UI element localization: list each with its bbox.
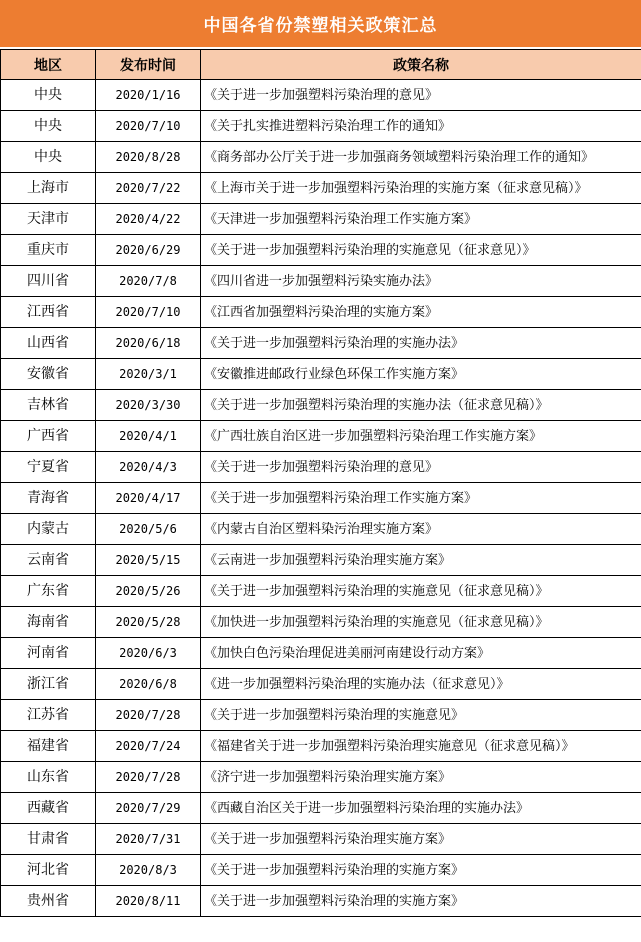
cell-policy-name: 《关于扎实推进塑料污染治理工作的通知》 bbox=[201, 111, 641, 142]
table-row bbox=[1, 824, 641, 855]
table-row bbox=[1, 576, 641, 607]
cell-policy-name: 《关于进一步加强塑料污染治理的实施办法（征求意见稿）》 bbox=[201, 390, 641, 421]
table-row bbox=[1, 266, 641, 297]
cell-policy-name: 《关于进一步加强塑料污染治理工作实施方案》 bbox=[201, 483, 641, 514]
table-title: 中国各省份禁塑相关政策汇总 bbox=[0, 0, 641, 47]
cell-date: 2020/1/16 bbox=[96, 80, 201, 111]
header-row bbox=[1, 50, 641, 80]
cell-region: 贵州省 bbox=[1, 886, 96, 917]
table-row bbox=[1, 204, 641, 235]
cell-date: 2020/8/28 bbox=[96, 142, 201, 173]
cell-date: 2020/7/8 bbox=[96, 266, 201, 297]
cell-region: 上海市 bbox=[1, 173, 96, 204]
cell-region: 江苏省 bbox=[1, 700, 96, 731]
header-region: 地区 bbox=[1, 50, 96, 80]
cell-policy-name: 《加快白色污染治理促进美丽河南建设行动方案》 bbox=[201, 638, 641, 669]
table-row bbox=[1, 173, 641, 204]
cell-policy-name: 《关于进一步加强塑料污染治理的实施方案》 bbox=[201, 855, 641, 886]
cell-date: 2020/4/1 bbox=[96, 421, 201, 452]
cell-policy-name: 《西藏自治区关于进一步加强塑料污染治理的实施办法》 bbox=[201, 793, 641, 824]
cell-date: 2020/5/6 bbox=[96, 514, 201, 545]
cell-policy-name: 《进一步加强塑料污染治理的实施办法（征求意见）》 bbox=[201, 669, 641, 700]
cell-policy-name: 《内蒙古自治区塑料染污治理实施方案》 bbox=[201, 514, 641, 545]
cell-date: 2020/7/10 bbox=[96, 297, 201, 328]
cell-policy-name: 《关于进一步加强塑料污染治理的意见》 bbox=[201, 80, 641, 111]
cell-date: 2020/3/1 bbox=[96, 359, 201, 390]
cell-policy-name: 《四川省进一步加强塑料污染实施办法》 bbox=[201, 266, 641, 297]
cell-region: 河北省 bbox=[1, 855, 96, 886]
cell-policy-name: 《关于进一步加强塑料污染治理的实施方案》 bbox=[201, 886, 641, 917]
cell-region: 广东省 bbox=[1, 576, 96, 607]
cell-region: 云南省 bbox=[1, 545, 96, 576]
cell-policy-name: 《关于进一步加强塑料污染治理的意见》 bbox=[201, 452, 641, 483]
table-row bbox=[1, 80, 641, 111]
cell-region: 甘肃省 bbox=[1, 824, 96, 855]
table-row bbox=[1, 793, 641, 824]
cell-region: 广西省 bbox=[1, 421, 96, 452]
cell-date: 2020/4/3 bbox=[96, 452, 201, 483]
cell-policy-name: 《加快进一步加强塑料污染治理的实施意见（征求意见稿）》 bbox=[201, 607, 641, 638]
cell-date: 2020/6/18 bbox=[96, 328, 201, 359]
cell-region: 福建省 bbox=[1, 731, 96, 762]
header-date: 发布时间 bbox=[96, 50, 201, 80]
table-row bbox=[1, 762, 641, 793]
cell-date: 2020/7/28 bbox=[96, 762, 201, 793]
cell-region: 内蒙古 bbox=[1, 514, 96, 545]
table-row bbox=[1, 514, 641, 545]
table-row bbox=[1, 142, 641, 173]
table-row bbox=[1, 328, 641, 359]
cell-region: 山东省 bbox=[1, 762, 96, 793]
table-row bbox=[1, 638, 641, 669]
cell-date: 2020/7/10 bbox=[96, 111, 201, 142]
cell-policy-name: 《福建省关于进一步加强塑料污染治理实施意见（征求意见稿）》 bbox=[201, 731, 641, 762]
table-row bbox=[1, 297, 641, 328]
cell-date: 2020/7/24 bbox=[96, 731, 201, 762]
table-row bbox=[1, 390, 641, 421]
table-body bbox=[1, 80, 641, 917]
cell-region: 宁夏省 bbox=[1, 452, 96, 483]
cell-policy-name: 《安徽推进邮政行业绿色环保工作实施方案》 bbox=[201, 359, 641, 390]
cell-region: 江西省 bbox=[1, 297, 96, 328]
cell-region: 中央 bbox=[1, 142, 96, 173]
cell-region: 重庆市 bbox=[1, 235, 96, 266]
table-row bbox=[1, 483, 641, 514]
cell-date: 2020/7/31 bbox=[96, 824, 201, 855]
cell-region: 青海省 bbox=[1, 483, 96, 514]
cell-region: 河南省 bbox=[1, 638, 96, 669]
cell-policy-name: 《广西壮族自治区进一步加强塑料污染治理工作实施方案》 bbox=[201, 421, 641, 452]
table-row bbox=[1, 545, 641, 576]
cell-date: 2020/7/28 bbox=[96, 700, 201, 731]
header-policy-name: 政策名称 bbox=[201, 50, 641, 80]
cell-region: 吉林省 bbox=[1, 390, 96, 421]
table-row bbox=[1, 111, 641, 142]
table-row bbox=[1, 855, 641, 886]
table-row bbox=[1, 700, 641, 731]
cell-region: 中央 bbox=[1, 80, 96, 111]
cell-date: 2020/6/29 bbox=[96, 235, 201, 266]
cell-policy-name: 《关于进一步加强塑料污染治理的实施办法》 bbox=[201, 328, 641, 359]
table-row bbox=[1, 452, 641, 483]
cell-date: 2020/3/30 bbox=[96, 390, 201, 421]
cell-date: 2020/4/22 bbox=[96, 204, 201, 235]
cell-policy-name: 《济宁进一步加强塑料污染治理实施方案》 bbox=[201, 762, 641, 793]
cell-date: 2020/6/3 bbox=[96, 638, 201, 669]
cell-region: 安徽省 bbox=[1, 359, 96, 390]
cell-date: 2020/8/11 bbox=[96, 886, 201, 917]
table-row bbox=[1, 669, 641, 700]
table-header bbox=[1, 50, 641, 80]
cell-policy-name: 《江西省加强塑料污染治理的实施方案》 bbox=[201, 297, 641, 328]
cell-region: 海南省 bbox=[1, 607, 96, 638]
policy-table bbox=[0, 49, 641, 917]
cell-date: 2020/7/29 bbox=[96, 793, 201, 824]
cell-policy-name: 《关于进一步加强塑料污染治理的实施意见》 bbox=[201, 700, 641, 731]
cell-policy-name: 《商务部办公厅关于进一步加强商务领域塑料污染治理工作的通知》 bbox=[201, 142, 641, 173]
cell-date: 2020/5/28 bbox=[96, 607, 201, 638]
cell-date: 2020/5/26 bbox=[96, 576, 201, 607]
cell-region: 山西省 bbox=[1, 328, 96, 359]
cell-policy-name: 《天津进一步加强塑料污染治理工作实施方案》 bbox=[201, 204, 641, 235]
cell-policy-name: 《关于进一步加强塑料污染治理实施方案》 bbox=[201, 824, 641, 855]
cell-region: 西藏省 bbox=[1, 793, 96, 824]
table-row bbox=[1, 359, 641, 390]
cell-region: 浙江省 bbox=[1, 669, 96, 700]
table-row bbox=[1, 886, 641, 917]
cell-date: 2020/5/15 bbox=[96, 545, 201, 576]
table-row bbox=[1, 421, 641, 452]
table-row bbox=[1, 607, 641, 638]
cell-policy-name: 《关于进一步加强塑料污染治理的实施意见（征求意见稿）》 bbox=[201, 576, 641, 607]
cell-region: 天津市 bbox=[1, 204, 96, 235]
cell-policy-name: 《关于进一步加强塑料污染治理的实施意见（征求意见）》 bbox=[201, 235, 641, 266]
cell-policy-name: 《云南进一步加强塑料污染治理实施方案》 bbox=[201, 545, 641, 576]
table-row bbox=[1, 235, 641, 266]
cell-date: 2020/6/8 bbox=[96, 669, 201, 700]
table-row bbox=[1, 731, 641, 762]
cell-policy-name: 《上海市关于进一步加强塑料污染治理的实施方案（征求意见稿）》 bbox=[201, 173, 641, 204]
cell-date: 2020/7/22 bbox=[96, 173, 201, 204]
cell-date: 2020/4/17 bbox=[96, 483, 201, 514]
cell-date: 2020/8/3 bbox=[96, 855, 201, 886]
cell-region: 中央 bbox=[1, 111, 96, 142]
cell-region: 四川省 bbox=[1, 266, 96, 297]
